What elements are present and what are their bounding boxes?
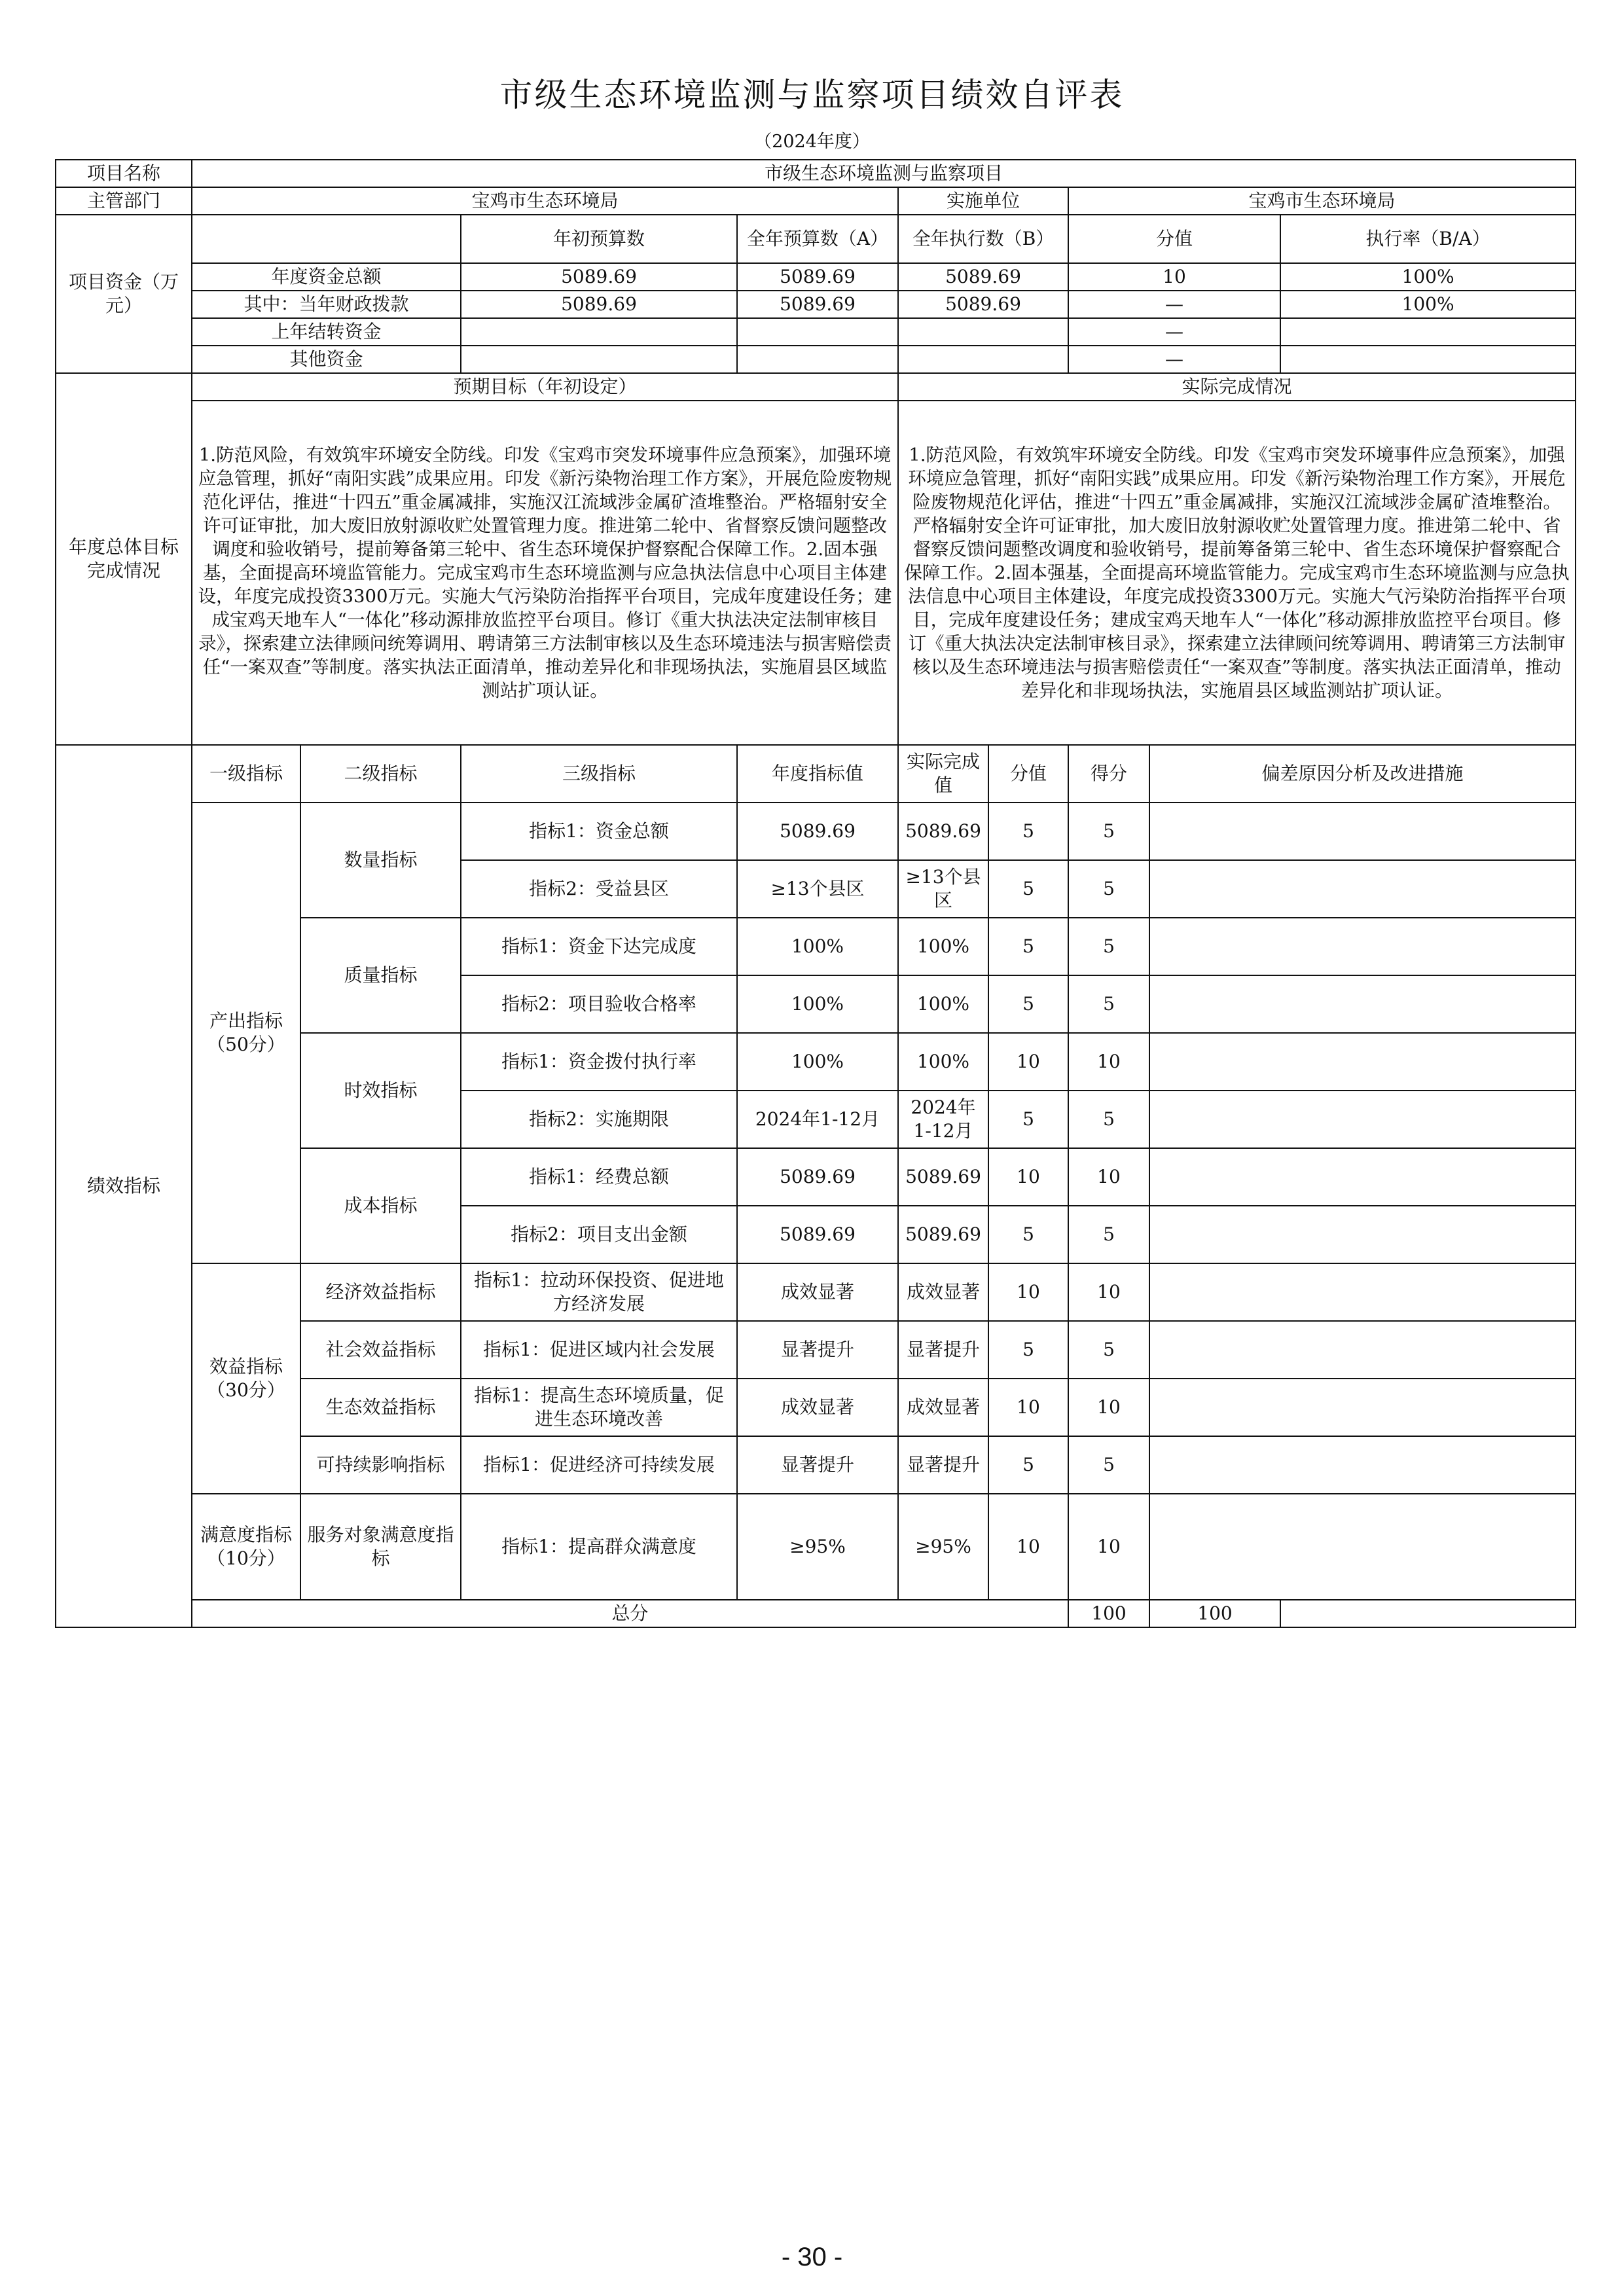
funds-row [56, 346, 1576, 373]
indicator-name: 指标1：资金拨付执行率 [461, 1033, 737, 1091]
level2-satisfaction: 服务对象满意度指标 [300, 1494, 461, 1600]
deviation-note [1149, 1206, 1576, 1263]
funds-cell [1280, 346, 1576, 373]
got-value: 10 [1068, 1033, 1149, 1091]
level2-economic: 经济效益指标 [300, 1263, 461, 1321]
perf-header: 分值 [988, 745, 1068, 803]
perf-label: 绩效指标 [56, 745, 192, 1627]
score-value: 10 [988, 1033, 1068, 1091]
indicator-name: 指标1：资金总额 [461, 803, 737, 860]
actual-value: 5089.69 [898, 1206, 988, 1263]
indicator-name: 指标1：资金下达完成度 [461, 918, 737, 975]
funds-cell: 5089.69 [461, 263, 737, 291]
target-value: 成效显著 [737, 1379, 898, 1436]
funds-row-label: 年度资金总额 [192, 263, 461, 291]
impl-unit-label: 实施单位 [898, 187, 1068, 215]
level2-quantity: 数量指标 [300, 803, 461, 918]
funds-cell: 5089.69 [898, 291, 1068, 318]
table-row [56, 1263, 1576, 1321]
table-row [56, 803, 1576, 860]
target-value: 100% [737, 975, 898, 1033]
planned-goal-text: 1.防范风险，有效筑牢环境安全防线。印发《宝鸡市突发环境事件应急预案》，加强环境应急管理，抓好“南阳实践”成果应用。印发《新污染物治理工作方案》，开展危险废物规范化评估，推进“十四五”重金属减排，实施汉江流域涉金属矿渣堆整治。严格辐射安全许可证审批，加大废旧放射源收贮处置管理力度。推进第二轮中、省督察反馈问题整改调度和验收销号，提前筹备第三轮中、省生态环境保护督察配合保障工作。2.固本强基，全面提高环境监管能力。完成宝鸡市生态环境监测与应急执法信息中心项目主体建设，年度完成投资3300万元。实施大气污染防治指挥平台项目，完成年度建设任务；建成宝鸡天地车人“一体化”移动源排放监控平台项目。修订《重大执法决定法制审核目录》，探索建立法律顾问统筹调用、聘请第三方法制审核以及生态环境违法与损害赔偿责任“一案双查”等制度。落实执法正面清单，推动差异化和非现场执法，实施眉县区域监测站扩项认证。 [192, 401, 898, 745]
funds-cell [898, 318, 1068, 346]
got-value: 5 [1068, 860, 1149, 918]
perf-header: 实际完成值 [898, 745, 988, 803]
actual-value: 2024年1-12月 [898, 1091, 988, 1148]
deviation-note [1149, 1033, 1576, 1091]
got-value: 10 [1068, 1494, 1149, 1600]
funds-header: 全年执行数（B） [898, 215, 1068, 263]
report-year: （2024年度） [754, 132, 870, 152]
total-label: 总分 [192, 1600, 1068, 1627]
total-note [1280, 1600, 1576, 1627]
funds-row [56, 291, 1576, 318]
deviation-note [1149, 1436, 1576, 1494]
project-name-row [56, 160, 1576, 187]
score-value: 5 [988, 918, 1068, 975]
actual-value: 成效显著 [898, 1263, 988, 1321]
score-value: 5 [988, 803, 1068, 860]
got-value: 5 [1068, 1206, 1149, 1263]
funds-cell [461, 318, 737, 346]
total-score: 100 [1068, 1600, 1149, 1627]
funds-row-label: 上年结转资金 [192, 318, 461, 346]
actual-value: 100% [898, 918, 988, 975]
score-value: 5 [988, 1321, 1068, 1379]
funds-cell: 100% [1280, 263, 1576, 291]
deviation-note [1149, 1379, 1576, 1436]
indicator-name: 指标1：提高生态环境质量，促进生态环境改善 [461, 1379, 737, 1436]
funds-header-row [56, 215, 1576, 263]
target-value: ≥95% [737, 1494, 898, 1600]
funds-cell: 100% [1280, 291, 1576, 318]
deviation-note [1149, 975, 1576, 1033]
actual-value: 5089.69 [898, 1148, 988, 1206]
got-value: 5 [1068, 803, 1149, 860]
perf-header: 三级指标 [461, 745, 737, 803]
funds-cell: 10 [1068, 263, 1280, 291]
project-name-label: 项目名称 [56, 160, 192, 187]
funds-row-label: 其他资金 [192, 346, 461, 373]
perf-header: 偏差原因分析及改进措施 [1149, 745, 1576, 803]
level1-benefit: 效益指标（30分） [192, 1263, 300, 1494]
target-value: 成效显著 [737, 1263, 898, 1321]
got-value: 10 [1068, 1263, 1149, 1321]
deviation-note [1149, 918, 1576, 975]
funds-cell: 5089.69 [898, 263, 1068, 291]
score-value: 10 [988, 1263, 1068, 1321]
indicator-name: 指标1：拉动环保投资、促进地方经济发展 [461, 1263, 737, 1321]
project-name-value: 市级生态环境监测与监察项目 [192, 160, 1576, 187]
target-value: 5089.69 [737, 1206, 898, 1263]
funds-cell: 5089.69 [737, 291, 898, 318]
level1-satisfaction: 满意度指标（10分） [192, 1494, 300, 1600]
actual-value: 显著提升 [898, 1321, 988, 1379]
score-value: 5 [988, 1436, 1068, 1494]
indicator-name: 指标1：提高群众满意度 [461, 1494, 737, 1600]
got-value: 10 [1068, 1379, 1149, 1436]
indicator-name: 指标2：受益县区 [461, 860, 737, 918]
funds-cell [737, 318, 898, 346]
got-value: 5 [1068, 1436, 1149, 1494]
actual-result-text: 1.防范风险，有效筑牢环境安全防线。印发《宝鸡市突发环境事件应急预案》，加强环境应急管理，抓好“南阳实践”成果应用。印发《新污染物治理工作方案》，开展危险废物规范化评估，推进“十四五”重金属减排，实施汉江流域涉金属矿渣堆整治。严格辐射安全许可证审批，加大废旧放射源收贮处置管理力度。推进第二轮中、省督察反馈问题整改调度和验收销号，提前筹备第三轮中、省生态环境保护督察配合保障工作。2.固本强基，全面提高环境监管能力。完成宝鸡市生态环境监测与应急执法信息中心项目主体建设，年度完成投资3300万元。实施大气污染防治指挥平台项目，完成年度建设任务；建成宝鸡天地车人“一体化”移动源排放监控平台项目。修订《重大执法决定法制审核目录》，探索建立法律顾问统筹调用、聘请第三方法制审核以及生态环境违法与损害赔偿责任“一案双查”等制度。落实执法正面清单，推动差异化和非现场执法，实施眉县区域监测站扩项认证。 [898, 401, 1576, 745]
funds-cell: — [1068, 346, 1280, 373]
total-row [56, 1600, 1576, 1627]
dept-value: 宝鸡市生态环境局 [192, 187, 898, 215]
level2-cost: 成本指标 [300, 1148, 461, 1263]
indicator-name: 指标1：促进区域内社会发展 [461, 1321, 737, 1379]
level1-output: 产出指标（50分） [192, 803, 300, 1263]
level2-sustainable: 可持续影响指标 [300, 1436, 461, 1494]
funds-header: 年初预算数 [461, 215, 737, 263]
deviation-note [1149, 1494, 1576, 1600]
actual-value: 成效显著 [898, 1379, 988, 1436]
score-value: 10 [988, 1494, 1068, 1600]
goals-label: 年度总体目标完成情况 [56, 373, 192, 745]
page-number: - 30 - [781, 2243, 843, 2271]
perf-header: 二级指标 [300, 745, 461, 803]
funds-cell [898, 346, 1068, 373]
funds-label: 项目资金（万元） [56, 215, 192, 373]
perf-header: 得分 [1068, 745, 1149, 803]
deviation-note [1149, 860, 1576, 918]
funds-header: 执行率（B/A） [1280, 215, 1576, 263]
actual-value: 显著提升 [898, 1436, 988, 1494]
score-value: 5 [988, 1206, 1068, 1263]
target-value: 5089.69 [737, 1148, 898, 1206]
funds-row-label: 其中：当年财政拨款 [192, 291, 461, 318]
actual-value: ≥13个县区 [898, 860, 988, 918]
deviation-note [1149, 1321, 1576, 1379]
level2-timeliness: 时效指标 [300, 1033, 461, 1148]
got-value: 5 [1068, 918, 1149, 975]
impl-unit-value: 宝鸡市生态环境局 [1068, 187, 1576, 215]
level2-quality: 质量指标 [300, 918, 461, 1033]
deviation-note [1149, 1091, 1576, 1148]
score-value: 10 [988, 1379, 1068, 1436]
indicator-name: 指标2：实施期限 [461, 1091, 737, 1148]
funds-header: 全年预算数（A） [737, 215, 898, 263]
actual-value: 100% [898, 975, 988, 1033]
target-value: 100% [737, 1033, 898, 1091]
goals-header-row [56, 373, 1576, 401]
deviation-note [1149, 1263, 1576, 1321]
goals-text-row [56, 401, 1576, 745]
got-value: 5 [1068, 1321, 1149, 1379]
indicator-name: 指标1：促进经济可持续发展 [461, 1436, 737, 1494]
indicator-name: 指标1：经费总额 [461, 1148, 737, 1206]
page-title: 市级生态环境监测与监察项目绩效自评表 [499, 76, 1125, 114]
total-got: 100 [1149, 1600, 1280, 1627]
funds-cell: — [1068, 318, 1280, 346]
perf-header: 年度指标值 [737, 745, 898, 803]
table-row [56, 1494, 1576, 1600]
score-value: 5 [988, 1091, 1068, 1148]
deviation-note [1149, 803, 1576, 860]
funds-header: 分值 [1068, 215, 1280, 263]
target-value: ≥13个县区 [737, 860, 898, 918]
planned-goal-header: 预期目标（年初设定） [192, 373, 898, 401]
funds-row [56, 263, 1576, 291]
level2-social: 社会效益指标 [300, 1321, 461, 1379]
dept-label: 主管部门 [56, 187, 192, 215]
target-value: 5089.69 [737, 803, 898, 860]
funds-cell [737, 346, 898, 373]
dept-row [56, 187, 1576, 215]
perf-header: 一级指标 [192, 745, 300, 803]
perf-header-row [56, 745, 1576, 803]
evaluation-table [55, 159, 1576, 1628]
target-value: 显著提升 [737, 1321, 898, 1379]
funds-row [56, 318, 1576, 346]
score-value: 5 [988, 860, 1068, 918]
funds-corner [192, 215, 461, 263]
actual-value: ≥95% [898, 1494, 988, 1600]
score-value: 5 [988, 975, 1068, 1033]
indicator-name: 指标2：项目验收合格率 [461, 975, 737, 1033]
got-value: 10 [1068, 1148, 1149, 1206]
funds-cell: — [1068, 291, 1280, 318]
funds-cell [461, 346, 737, 373]
funds-cell: 5089.69 [737, 263, 898, 291]
target-value: 显著提升 [737, 1436, 898, 1494]
indicator-name: 指标2：项目支出金额 [461, 1206, 737, 1263]
score-value: 10 [988, 1148, 1068, 1206]
actual-value: 5089.69 [898, 803, 988, 860]
actual-result-header: 实际完成情况 [898, 373, 1576, 401]
actual-value: 100% [898, 1033, 988, 1091]
deviation-note [1149, 1148, 1576, 1206]
target-value: 100% [737, 918, 898, 975]
got-value: 5 [1068, 1091, 1149, 1148]
level2-ecological: 生态效益指标 [300, 1379, 461, 1436]
target-value: 2024年1-12月 [737, 1091, 898, 1148]
funds-cell [1280, 318, 1576, 346]
got-value: 5 [1068, 975, 1149, 1033]
funds-cell: 5089.69 [461, 291, 737, 318]
